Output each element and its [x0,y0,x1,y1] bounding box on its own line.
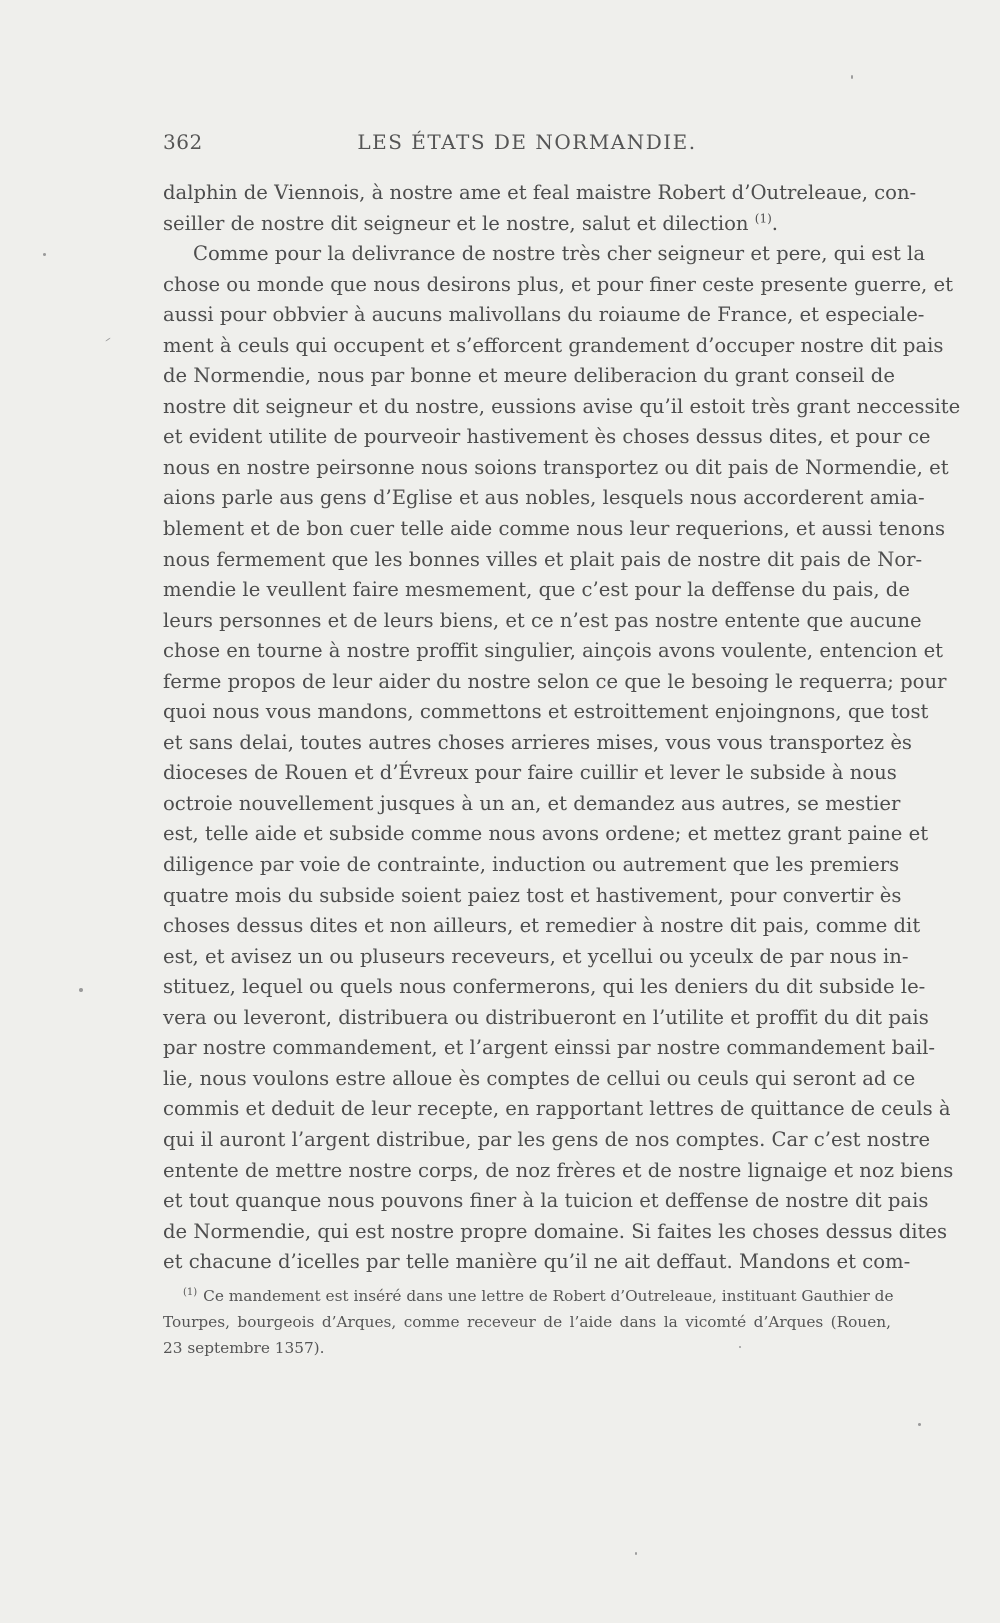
footnote-reference[interactable]: (1) [754,211,772,226]
text-line: dioceses de Rouen et d’Évreux pour faire cuillir et lever le subside à nous [163,761,897,785]
text-line-content: seiller de nostre dit seigneur et le nostre, salut et dilection [163,211,749,235]
paper-speck [739,1346,741,1348]
page-number: 362 [163,130,203,154]
text-line: stituez, lequel ou quels nous confermerons, qui les deniers du dit subside le- [163,975,926,999]
text-line: diligence par voie de contrainte, induction ou autrement que les premiers [163,853,900,877]
footnote-mark: (1) [183,1286,198,1298]
text-line: est, telle aide et subside comme nous avons ordene; et mettez grant paine et [163,822,929,846]
text-line: aions parle aus gens d’Eglise et aus nobles, lesquels nous accorderent amia- [163,486,925,510]
paper-speck [918,1423,921,1426]
running-title: LES ÉTATS DE NORMANDIE. [357,130,697,154]
text-line: qui il auront l’argent distribue, par les gens de nos comptes. Car c’est nostre [163,1127,931,1151]
footnote-text: Ce mandement est inséré dans une lettre de Robert d’Outreleaue, instituant Gauthier de [203,1287,894,1305]
footnote-line: 23 septembre 1357). [163,1339,325,1357]
text-line: et tout quanque nous pouvons finer à la tuicion et deffense de nostre dit pais [163,1189,929,1213]
paper-speck [79,988,83,992]
text-line: nous fermement que les bonnes villes et plait pais de nostre dit pais de Nor- [163,547,923,571]
paper-speck [851,75,853,79]
text-line: par nostre commandement, et l’argent einssi par nostre commandement bail- [163,1036,936,1060]
page-header [163,130,891,166]
text-line: de Normendie, qui est nostre propre domaine. Si faites les choses dessus dites [163,1219,948,1243]
text-line: leurs personnes et de leurs biens, et ce n’est pas nostre entente que aucune [163,608,922,632]
text-line: nostre dit seigneur et du nostre, eussions avise qu’il estoit très grant neccessite [163,394,961,418]
text-line: de Normendie, nous par bonne et meure deliberacion du grant conseil de [163,364,895,388]
text-line: vera ou leveront, distribuera ou distribueront en l’utilite et proffit du dit pais [163,1005,929,1029]
body-text [163,178,961,1278]
text-line: ferme propos de leur aider du nostre selon ce que le besoing le requerra; pour [163,669,947,693]
text-line: et chacune d’icelles par telle manière qu’il ne ait deffaut. Mandons et com- [163,1250,911,1274]
text-line: et sans delai, toutes autres choses arrieres mises, vous vous transportez ès [163,730,912,754]
text-line: quatre mois du subside soient paiez tost et hastivement, pour convertir ès [163,883,902,907]
text-line: est, et avisez un ou pluseurs receveurs, et ycellui ou yceulx de par nous in- [163,944,909,968]
footnote-line [163,1283,894,1309]
paper-speck [635,1552,637,1555]
text-line: commis et deduit de leur recepte, en rapportant lettres de quittance de ceuls à [163,1097,951,1121]
text-line: aussi pour obbvier à aucuns malivollans du roiaume de France, et especiale- [163,303,925,327]
paper-speck [105,337,110,341]
text-line: entente de mettre nostre corps, de noz frères et de nostre lignaige et noz biens [163,1158,954,1182]
footnote-line: Tourpes, bourgeois d’Arques, comme receveur de l’aide dans la vicomté d’Arques (Rouen, [163,1313,891,1331]
text-line: chose ou monde que nous desirons plus, et pour finer ceste presente guerre, et [163,272,953,296]
text-line: ment à ceuls qui occupent et s’efforcent grandement d’occuper nostre dit pais [163,333,944,357]
text-line [163,209,891,240]
text-line: Comme pour la delivrance de nostre très cher seigneur et pere, qui est la [193,242,926,266]
text-line-end: . [771,211,778,235]
text-line: blement et de bon cuer telle aide comme nous leur requerions, et aussi tenons [163,517,946,541]
paper-speck [43,253,46,256]
text-line: dalphin de Viennois, à nostre ame et feal maistre Robert d’Outreleaue, con- [163,181,917,204]
text-line: choses dessus dites et non ailleurs, et remedier à nostre dit pais, comme dit [163,914,921,938]
text-line: mendie le veullent faire mesmement, que c’est pour la deffense du pais, de [163,578,910,602]
text-line: chose en tourne à nostre proffit singulier, ainçois avons voulente, entencion et [163,639,944,663]
text-line: quoi nous vous mandons, commettons et estroittement enjoingnons, que tost [163,700,929,724]
text-line: nous en nostre peirsonne nous soions transportez ou dit pais de Normendie, et [163,455,949,479]
text-line: octroie nouvellement jusques à un an, et demandez aus autres, se mestier [163,791,901,815]
text-line: et evident utilite de pourveoir hastivement ès choses dessus dites, et pour ce [163,425,931,449]
footnotes [163,1283,894,1361]
text-line: lie, nous voulons estre alloue ès comptes de cellui ou ceuls qui seront ad ce [163,1066,916,1090]
